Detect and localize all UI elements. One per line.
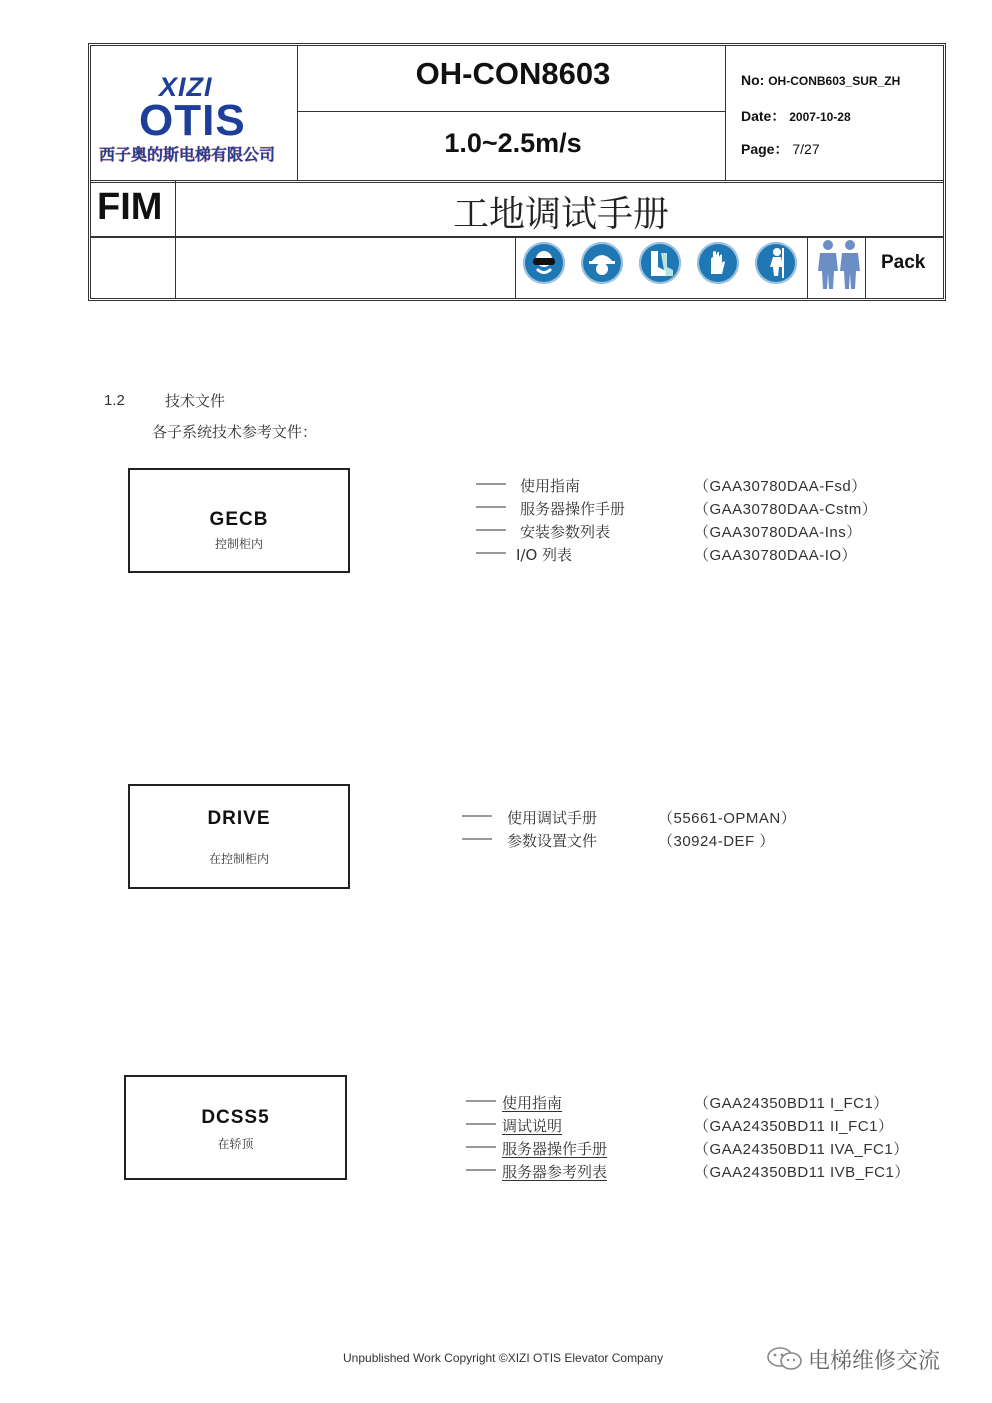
watermark-text: 电梯维修交流 (808, 1349, 941, 1374)
doc-number (741, 72, 900, 88)
dash: —— (476, 498, 506, 515)
subsystem-box-gecb (128, 468, 350, 573)
list-item (476, 475, 926, 498)
fim-label: FIM (97, 186, 163, 228)
section-intro: 各子系统技术参考文件： (152, 423, 318, 441)
doc-title: 参数设置文件 (507, 832, 598, 850)
doc-title: 安装参数列表 (520, 523, 611, 541)
doc-code: （30924-DEF ） (658, 833, 775, 850)
subsystem-name: DCSS5 (201, 1107, 270, 1128)
dash: —— (462, 807, 492, 824)
two-persons-icon (815, 239, 863, 291)
doc-page (741, 139, 820, 159)
list-item (476, 544, 926, 567)
safety-boots-icon (639, 242, 681, 284)
doc-code: （55661-OPMAN） (658, 810, 797, 827)
copyright-footer: Unpublished Work Copyright ©XIZI OTIS Elevator Company (343, 1351, 664, 1365)
subsystem-location: 控制柜内 (214, 537, 263, 551)
safety-goggles-icon (523, 242, 565, 284)
doc-date (741, 106, 851, 126)
dash: —— (466, 1138, 496, 1155)
divider (91, 180, 943, 183)
divider (297, 46, 298, 180)
list-item (476, 498, 926, 521)
divider (297, 111, 725, 112)
dash: —— (462, 830, 492, 847)
doc-list-drive (462, 807, 912, 853)
list-item (462, 807, 912, 830)
dash: —— (466, 1115, 496, 1132)
dash: —— (466, 1092, 496, 1109)
doc-title: 服务器操作手册 (502, 1140, 608, 1158)
doc-title: I/O 列表 (516, 546, 573, 564)
doc-date-value: 2007-10-28 (789, 110, 851, 124)
divider (515, 238, 516, 298)
doc-list-gecb (476, 475, 926, 567)
subsystem-location: 在轿顶 (217, 1137, 254, 1151)
section-number: 1.2 (104, 392, 125, 409)
hard-hat-icon (581, 242, 623, 284)
list-item (466, 1115, 936, 1138)
list-item (476, 521, 926, 544)
doc-code: （GAA30780DAA-Cstm） (694, 501, 878, 518)
doc-code: OH-CON8603 (415, 56, 611, 91)
subsystem-box-dcss5 (124, 1075, 347, 1180)
doc-date-label: Date： (741, 108, 786, 124)
subsystem-name: DRIVE (207, 808, 271, 829)
doc-code: （GAA30780DAA-Ins） (694, 524, 862, 541)
doc-title: 服务器操作手册 (520, 500, 626, 518)
doc-title: 服务器参考列表 (502, 1163, 608, 1181)
logo-otis: OTIS (139, 96, 246, 145)
doc-page-value: 7/27 (792, 141, 820, 157)
divider (175, 180, 176, 298)
doc-number-value: OH-CONB603_SUR_ZH (768, 74, 901, 88)
dash: —— (476, 521, 506, 538)
pack-label: Pack (881, 252, 926, 273)
list-item (466, 1138, 936, 1161)
subsystem-box-drive (128, 784, 350, 889)
doc-code: （GAA24350BD11 IVA_FC1） (694, 1141, 909, 1158)
doc-number-label: No: (741, 72, 765, 88)
logo-xizi: XIZI (159, 72, 213, 102)
list-item (462, 830, 912, 853)
doc-code: （GAA24350BD11 II_FC1） (694, 1118, 894, 1135)
doc-code: （GAA24350BD11 I_FC1） (694, 1095, 889, 1112)
doc-title: 使用调试手册 (507, 809, 598, 827)
list-item (466, 1092, 936, 1115)
company-logo (91, 46, 297, 180)
divider (807, 238, 808, 298)
safety-gloves-icon (697, 242, 739, 284)
doc-code: （GAA30780DAA-Fsd） (694, 478, 867, 495)
doc-title: 使用指南 (520, 477, 581, 495)
dash: —— (476, 475, 506, 492)
manual-title: 工地调试手册 (452, 194, 669, 235)
doc-page-label: Page： (741, 141, 789, 157)
watermark (766, 1344, 940, 1378)
document-header (88, 43, 946, 301)
dash: —— (466, 1161, 496, 1178)
subsystem-location: 在控制柜内 (208, 852, 269, 866)
dash: —— (476, 544, 506, 561)
speed-range: 1.0~2.5m/s (444, 128, 582, 158)
doc-title: 调试说明 (502, 1117, 563, 1135)
doc-code: （GAA30780DAA-IO） (694, 547, 858, 564)
doc-code: （GAA24350BD11 IVB_FC1） (694, 1164, 910, 1181)
section-title: 技术文件 (165, 392, 226, 410)
list-item (466, 1161, 936, 1184)
chat-bubble-icon (766, 1346, 804, 1378)
doc-list-dcss5 (466, 1092, 936, 1184)
logo-company-name: 西子奥的斯电梯有限公司 (99, 145, 276, 164)
divider (865, 238, 866, 298)
harness-icon (755, 242, 797, 284)
subsystem-name: GECB (209, 509, 269, 530)
doc-title: 使用指南 (502, 1094, 563, 1112)
